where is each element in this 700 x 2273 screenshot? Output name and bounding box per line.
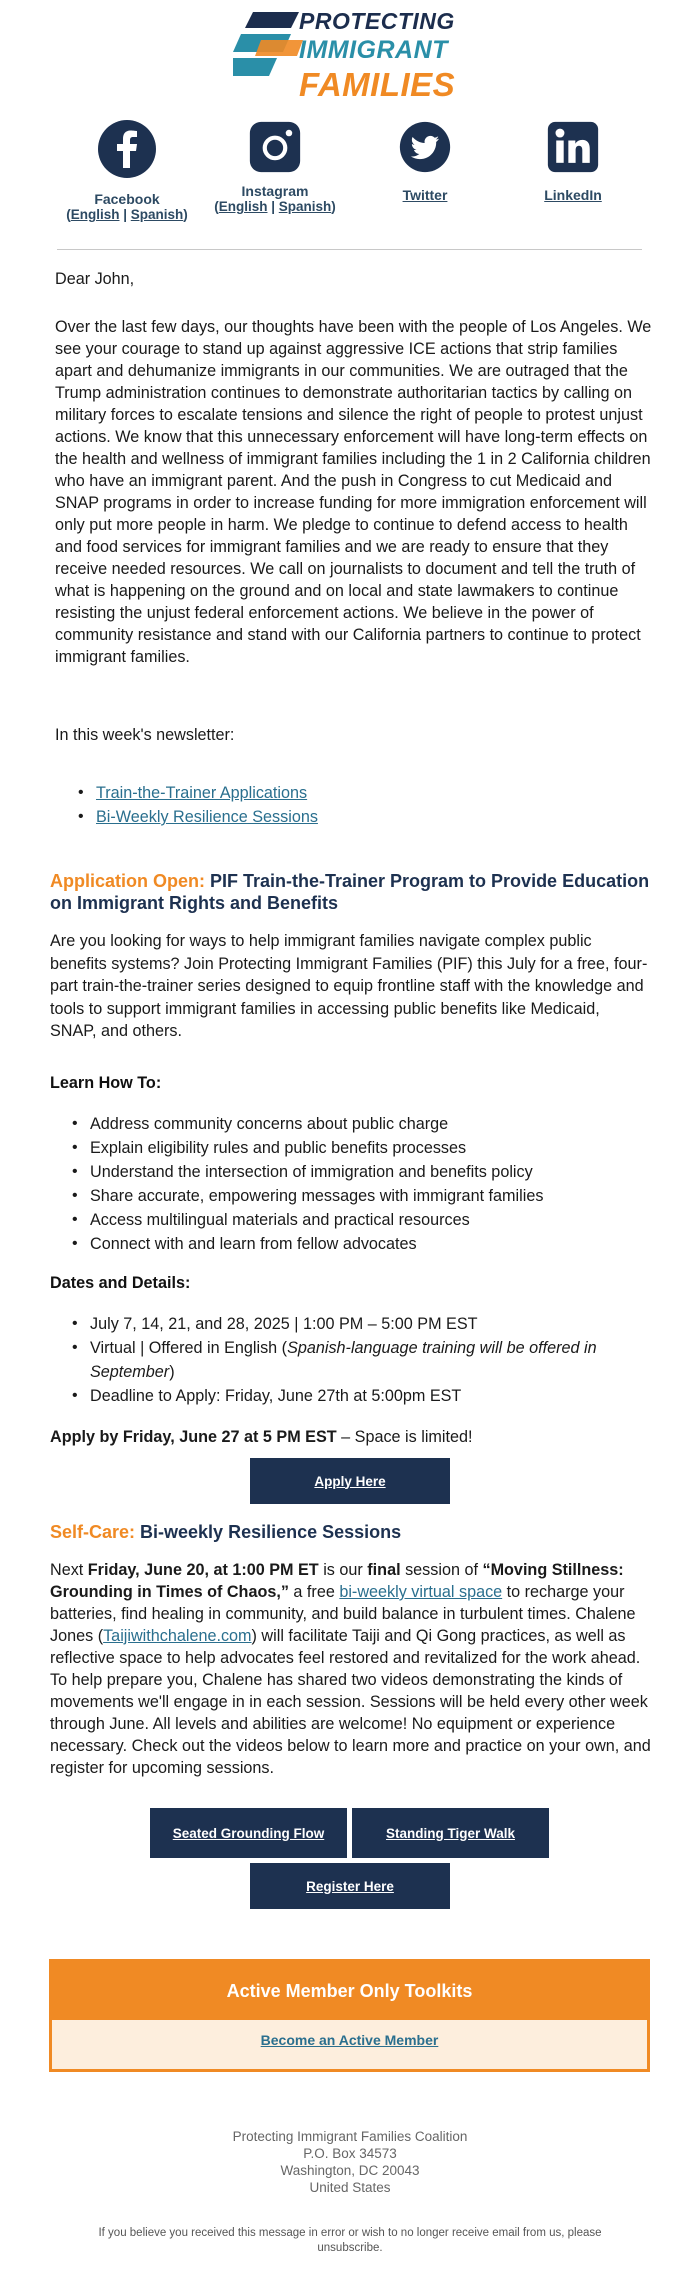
virtual-space-link[interactable]: bi-weekly virtual space: [339, 1583, 503, 1601]
list-item: • Understand the intersection of immigration and benefits policy: [68, 1160, 648, 1184]
logo-line-3: FAMILIES: [299, 66, 456, 103]
apply-here-button[interactable]: Apply Here: [250, 1458, 450, 1504]
facebook-icon[interactable]: [98, 120, 156, 178]
social-linkedin: [508, 120, 638, 203]
body-text: a free: [288, 1583, 340, 1601]
social-instagram: [210, 120, 340, 215]
spanish-note: Spanish-language training will be offered in September: [90, 1339, 597, 1381]
become-member-link[interactable]: Become an Active Member: [260, 2032, 439, 2048]
separator: |: [119, 207, 131, 222]
body-text: ) will facilitate Taiji and Qi Gong practices, as well as reflective space to help advocates feel restored and revitalized for the work ahead. To help prepare you, Chalene has shared two videos demonstrating the kinds of movements we'll engage in in each session. Sessions will be held every other week through June. All levels and abilities are welcome! No equipment or experience necessary. Check out the videos below to learn more and practice on your own, and register for upcoming sessions.: [50, 1627, 651, 1777]
footer-city: Washington, DC 20043: [280, 2163, 420, 2178]
section-train-the-trainer-heading: [50, 870, 650, 914]
body-text: session of: [400, 1561, 483, 1579]
dates-heading: Dates and Details:: [50, 1274, 191, 1292]
standing-tiger-walk-button[interactable]: Standing Tiger Walk: [352, 1808, 549, 1858]
taiji-website-link[interactable]: Taijiwithchalene.com: [103, 1627, 252, 1645]
toolkits-box: [49, 1959, 650, 2072]
section-title: PIF Train-the-Trainer Program to Provide Education on Immigrant Rights and Benefits: [50, 871, 650, 913]
header-divider: [57, 249, 642, 250]
logo-line-1: PROTECTING: [299, 8, 455, 34]
section-resilience-heading: [50, 1521, 650, 1543]
apply-deadline-bold: Apply by Friday, June 27 at 5 PM EST: [50, 1428, 337, 1446]
toc-link-resilience[interactable]: Bi-Weekly Resilience Sessions: [96, 808, 318, 826]
learn-heading: Learn How To:: [50, 1074, 162, 1092]
register-here-button[interactable]: Register Here: [250, 1863, 450, 1909]
twitter-icon[interactable]: [398, 120, 452, 174]
footer-country: United States: [309, 2180, 391, 2195]
linkedin-icon[interactable]: [546, 120, 600, 174]
section-tag: Application Open:: [50, 871, 205, 891]
facebook-spanish-link[interactable]: Spanish: [130, 207, 184, 222]
session-date: Friday, June 20, at 1:00 PM ET: [87, 1561, 319, 1579]
facebook-languages: [62, 207, 192, 223]
instagram-icon[interactable]: [248, 120, 302, 174]
newsletter-intro: In this week's newsletter:: [55, 726, 235, 744]
facebook-label: Facebook: [94, 191, 160, 207]
facebook-english-link[interactable]: English: [70, 207, 120, 222]
separator: |: [267, 199, 279, 214]
session-title: “Moving Stillness: Grounding in Times of Chaos,”: [50, 1561, 624, 1601]
apply-deadline: [50, 1426, 650, 1448]
social-facebook: [62, 120, 192, 223]
section-tag: Self-Care:: [50, 1522, 136, 1542]
logo-line-2: IMMIGRANT: [299, 36, 448, 64]
final-word: final: [367, 1561, 401, 1579]
unsubscribe-notice[interactable]: If you believe you received this message in error or wish to no longer receive email from us, please unsubscribe.: [98, 2227, 602, 2254]
instagram-spanish-link[interactable]: Spanish: [278, 199, 332, 214]
resilience-body: [50, 1559, 652, 1779]
list-item: • July 7, 14, 21, and 28, 2025 | 1:00 PM – 5:00 PM EST: [68, 1312, 628, 1336]
list-item: • Explain eligibility rules and public benefits processes: [68, 1136, 648, 1160]
learn-list: [68, 1112, 648, 1256]
dates-list: [68, 1312, 628, 1408]
paren-open: (: [66, 207, 71, 222]
linkedin-link[interactable]: LinkedIn: [544, 187, 602, 203]
body-text: is our: [318, 1561, 368, 1579]
footer-org: Protecting Immigrant Families Coalition: [232, 2129, 468, 2144]
body-text: Next: [50, 1561, 88, 1579]
toc-list: [74, 781, 574, 829]
list-item: [68, 1336, 628, 1384]
instagram-english-link[interactable]: English: [218, 199, 268, 214]
list-item: [74, 781, 574, 805]
instagram-label: Instagram: [241, 183, 309, 199]
list-item: • Deadline to Apply: Friday, June 27th at 5:00pm EST: [68, 1384, 628, 1408]
twitter-link[interactable]: Twitter: [402, 187, 448, 203]
intro-paragraph: Over the last few days, our thoughts have been with the people of Los Angeles. We see your courage to stand up against aggressive ICE actions that strip families apart and dehumanize immigrants in our communities. We are outraged that the Trump administration continues to demonstrate authoritarian tactics by calling on military forces to escalate tensions and silence the right of people to protest unjust actions. We know that this unnecessary enforcement will have long-term effects on the health and wellness of immigrant families including the 1 in 2 California children who have an immigrant parent. And the push in Congress to cut Medicaid and SNAP programs in order to increase funding for more immigration enforcement will only put more people in harm. We pledge to continue to defend access to health and food services for immigrant families and we are ready to ensure that they receive needed resources. We call on journalists to document and tell the truth of what is happening on the ground and on local and state lawmakers to continue resisting the unjust federal enforcement actions. We believe in the power of community resistance and stand with our California partners to continue to protect immigrant families.: [55, 318, 652, 666]
date-detail-text: Virtual | Offered in English (: [90, 1339, 288, 1357]
list-item: [74, 805, 574, 829]
list-item: • Access multilingual materials and practical resources: [68, 1208, 648, 1232]
social-twitter: [360, 120, 490, 203]
toc-link-train-the-trainer[interactable]: Train-the-Trainer Applications: [96, 784, 308, 802]
toolkits-heading: Active Member Only Toolkits: [52, 1962, 647, 2020]
list-item: • Address community concerns about public charge: [68, 1112, 648, 1136]
list-item: • Share accurate, empowering messages with immigrant families: [68, 1184, 648, 1208]
seated-grounding-flow-button[interactable]: Seated Grounding Flow: [150, 1808, 347, 1858]
footer-po-box: P.O. Box 34573: [303, 2146, 397, 2161]
paren-close: ): [169, 1363, 175, 1381]
instagram-languages: [210, 199, 340, 215]
paren-close: ): [183, 207, 188, 222]
apply-deadline-rest: – Space is limited!: [336, 1428, 473, 1446]
paren-close: ): [331, 199, 336, 214]
pif-logo[interactable]: [233, 6, 473, 106]
list-item: • Connect with and learn from fellow advocates: [68, 1232, 648, 1256]
paren-open: (: [214, 199, 219, 214]
body-text: to recharge your batteries, find healing in community, and build balance in turbulent times. Chalene Jones (: [50, 1583, 636, 1645]
footer-address: [0, 2128, 700, 2196]
greeting: Dear John,: [55, 270, 135, 288]
section-title: Bi-weekly Resilience Sessions: [135, 1522, 402, 1542]
train-the-trainer-body: Are you looking for ways to help immigrant families navigate complex public benefits systems? Join Protecting Immigrant Families (PIF) this July for a free, four-part train-the-trainer series designed to equip frontline staff with the knowledge and tools to support immigrant families in accessing public benefits like Medicaid, SNAP, and others.: [50, 932, 648, 1040]
